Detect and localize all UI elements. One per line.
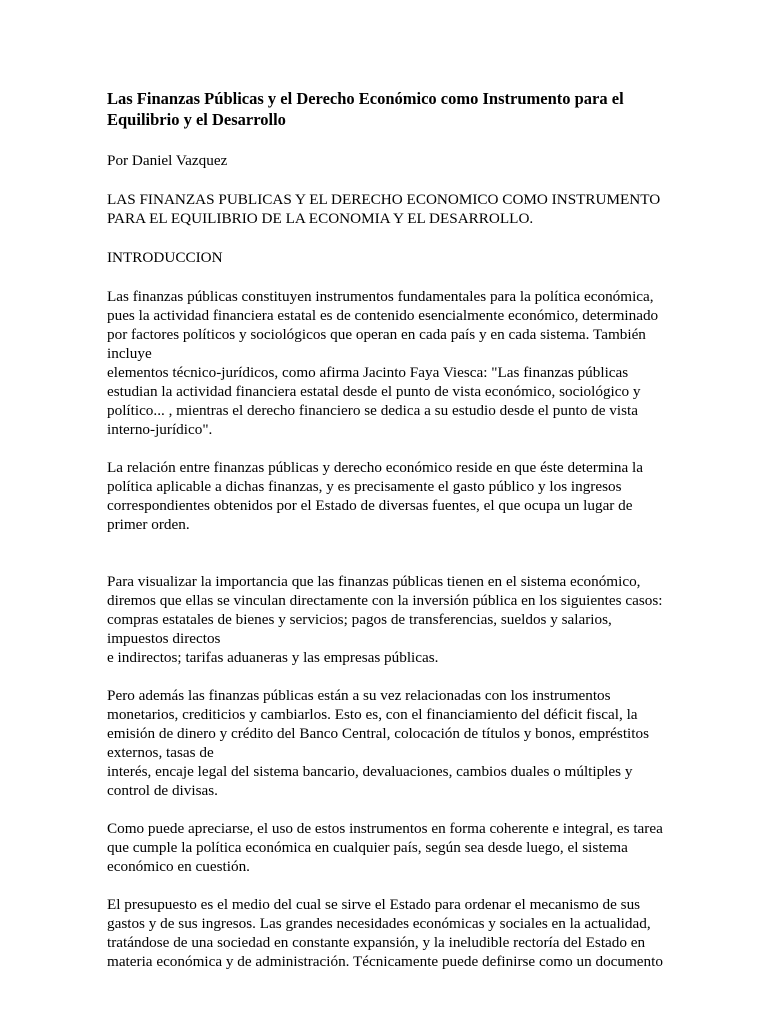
paragraph-line: Pero además las finanzas públicas están a su vez relacionadas con los instrumentos [107, 687, 611, 704]
paragraph-line: e indirectos; tarifas aduaneras y las empresas públicas. [107, 649, 439, 666]
document-heading [107, 190, 667, 228]
paragraph-line: Las finanzas públicas constituyen instrumentos fundamentales para la política económica, [107, 288, 654, 305]
paragraph [107, 819, 667, 876]
paragraph [107, 572, 667, 667]
paragraph-line: primer orden. [107, 516, 190, 533]
paragraph [107, 287, 667, 439]
paragraph-line: política aplicable a dichas finanzas, y es precisamente el gasto público y los ingresos [107, 478, 622, 495]
paragraph-line: emisión de dinero y crédito del Banco Central, colocación de títulos y bonos, empréstitos [107, 725, 649, 742]
paragraph-line: interno-jurídico". [107, 421, 213, 438]
paragraph-line: materia económica y de administración. Técnicamente puede definirse como un documento [107, 953, 663, 970]
paragraph-line: El presupuesto es el medio del cual se sirve el Estado para ordenar el mecanismo de sus [107, 896, 641, 913]
title-line: Equilibrio y el Desarrollo [107, 110, 286, 129]
paragraph-line: que cumple la política económica en cualquier país, según sea desde luego, el sistema [107, 839, 628, 856]
paragraph-line: por factores políticos y sociológicos que operan en cada país y en cada sistema. También [107, 326, 646, 343]
author-byline: Por Daniel Vazquez [107, 152, 228, 169]
document-title [107, 88, 667, 130]
paragraph-line: control de divisas. [107, 782, 218, 799]
paragraph-line: económico en cuestión. [107, 858, 250, 875]
paragraph-line: Para visualizar la importancia que las finanzas públicas tienen en el sistema económico, [107, 573, 641, 590]
paragraph-line: La relación entre finanzas públicas y derecho económico reside en que éste determina la [107, 459, 643, 476]
paragraph-line: incluye [107, 345, 152, 362]
paragraph-line: Como puede apreciarse, el uso de estos instrumentos en forma coherente e integral, es tarea [107, 820, 663, 837]
paragraph-line: político... , mientras el derecho financiero se dedica a su estudio desde el punto de vista [107, 402, 638, 419]
paragraph-line: estudian la actividad financiera estatal desde el punto de vista económico, sociológico y [107, 383, 641, 400]
paragraph-line: interés, encaje legal del sistema bancario, devaluaciones, cambios duales o múltiples y [107, 763, 633, 780]
document-body [107, 88, 667, 990]
paragraph-line: diremos que ellas se vinculan directamente con la inversión pública en los siguientes casos: [107, 592, 663, 609]
paragraph-line: correspondientes obtenidos por el Estado de diversas fuentes, el que ocupa un lugar de [107, 497, 633, 514]
paragraph-line: tratándose de una sociedad en constante expansión, y la ineludible rectoría del Estado en [107, 934, 646, 951]
section-heading: INTRODUCCION [107, 249, 223, 266]
paragraph [107, 895, 667, 971]
paragraph-line: gastos y de sus ingresos. Las grandes necesidades económicas y sociales en la actualidad, [107, 915, 651, 932]
paragraph-line: monetarios, crediticios y cambiarlos. Esto es, con el financiamiento del déficit fiscal, la [107, 706, 638, 723]
heading-line: LAS FINANZAS PUBLICAS Y EL DERECHO ECONOMICO COMO INSTRUMENTO [107, 191, 661, 208]
title-line: Las Finanzas Públicas y el Derecho Económico como Instrumento para el [107, 89, 624, 108]
paragraph-line: externos, tasas de [107, 744, 214, 761]
heading-line: PARA EL EQUILIBRIO DE LA ECONOMIA Y EL DESARROLLO. [107, 210, 534, 227]
paragraph-line: elementos técnico-jurídicos, como afirma Jacinto Faya Viesca: "Las finanzas públicas [107, 364, 629, 381]
paragraph-line: impuestos directos [107, 630, 221, 647]
paragraph [107, 458, 667, 534]
paragraph [107, 686, 667, 800]
paragraph-line: compras estatales de bienes y servicios; pagos de transferencias, sueldos y salarios, [107, 611, 612, 628]
paragraph-line: pues la actividad financiera estatal es de contenido esencialmente económico, determinado [107, 307, 659, 324]
